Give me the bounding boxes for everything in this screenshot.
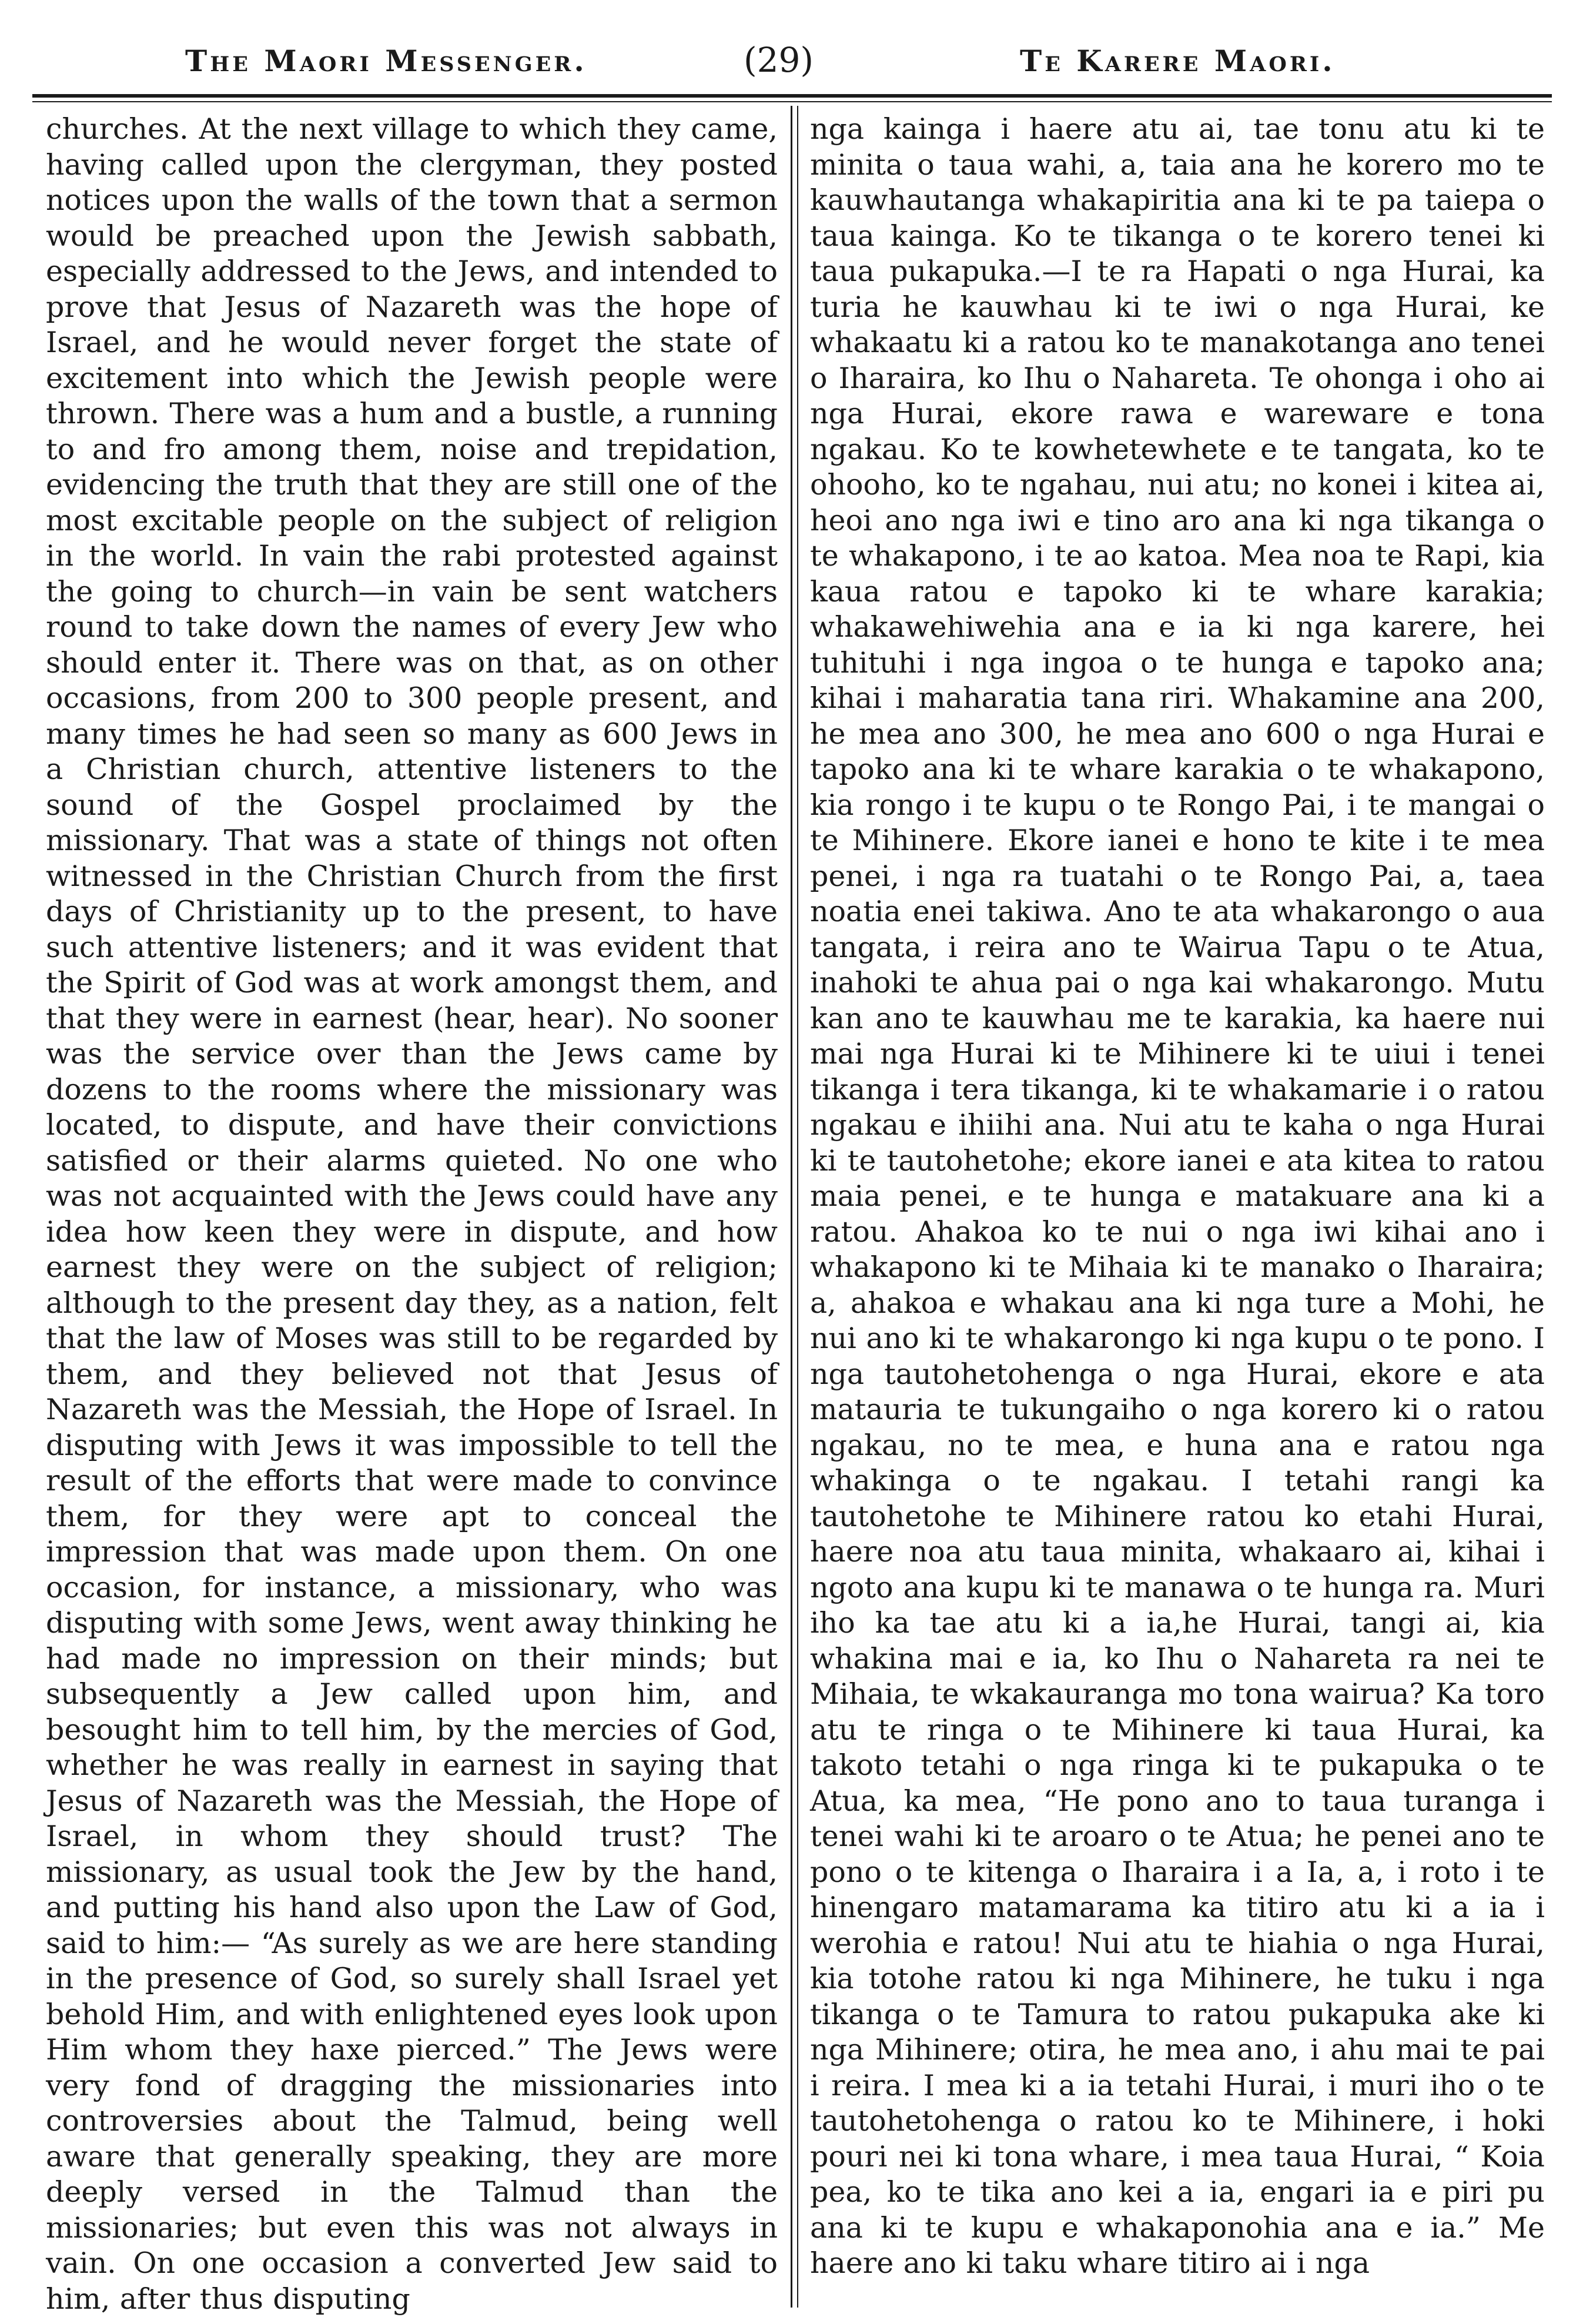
maori-masthead: Te Karere Maori. bbox=[1020, 44, 1336, 78]
page-header bbox=[0, 35, 1583, 88]
maori-column bbox=[810, 112, 1545, 2282]
column-divider-thin bbox=[797, 106, 798, 2308]
maori-text: nga kainga i haere atu ai, tae tonu atu ki te minita o taua wahi, a, taia ana he korero mo te kauwhautanga whakapiritia ana ki te pa taiepa o taua kainga. Ko te tikanga o te korero tenei ki taua pukapuka.—I te ra Hapati o nga Hurai, ka turia he kauwhau ki te iwi o nga Hurai, ke whakaatu ki a ratou ko te manakotanga ano tenei o Iharaira, ko Ihu o Nahareta. Te ohonga i oho ai nga Hurai, ekore rawa e wareware e tona ngakau. Ko te kowhetewhete e te tangata, ko te ohooho, ko te ngahau, nui atu; no konei i kitea ai, heoi ano nga iwi e tino aro ana ki nga tikanga o te whakapono, i te ao katoa. Mea noa te Rapi, kia kaua ratou e tapoko ki te whare karakia; whakawehiwehia ana e ia ki nga karere, hei tuhituhi i nga ingoa o te hunga e tapoko ana; kihai i maharatia tana riri. Whakamine ana 200, he mea ano 300, he mea ano 600 o nga Hurai e tapoko ana ki te whare karakia o te whakapono, kia rongo i te kupu o te Rongo Pai, i te mangai o te Mihinere. Ekore ianei e hono te kite i te mea penei, i nga ra tuatahi o te Rongo Pai, a, taea noatia enei takiwa. Ano te ata whakarongo o aua tangata, i reira ano te Wairua Tapu o te Atua, inahoki te ahua pai o nga kai whakarongo. Mutu kan ano te kauwhau me te karakia, ka haere nui mai nga Hurai ki te Mihinere ki te uiui i tenei tikanga i tera tikanga, ki te whakamarie i o ratou ngakau e ihiihi ana. Nui atu te kaha o nga Hurai ki te tautohetohe; ekore ianei e ata kitea to ratou maia penei, e te hunga e matakuare ana ki a ratou. Ahakoa ko te nui o nga iwi kihai ano i whakapono ki te Mihaia ki te manako o Iharaira; a, ahakoa e whakau ana ki nga ture a Mohi, he nui ano ki te whakarongo ki nga kupu o te pono. I nga tautohetohenga o nga Hurai, ekore e ata matauria te tukungaiho o nga korero ki o ratou ngakau, no te mea, e huna ana e ratou nga whakinga o te ngakau. I tetahi rangi ka tautohetohe te Mihinere ratou ko etahi Hurai, haere noa atu taua minita, whakaaro ai, kihai i ngoto ana kupu ki te manawa o te hunga ra. Muri iho ka tae atu ki a ia,he Hurai, tangi ai, kia whakina mai e ia, ko Ihu o Nahareta ra nei te Mihaia, te wkakauranga mo tona wairua? Ka toro atu te ringa o te Mihinere ki taua Hurai, ka takoto tetahi o nga ringa ki te pukapuka o te Atua, ka mea, “He pono ano to taua turanga i tenei wahi ki te aroaro o te Atua; he penei ano te pono o te kitenga o Iharaira i a Ia, a, i roto i te hinengaro matamarama ka titiro atu ki a ia i werohia e ratou! Nui atu te hiahia o nga Hurai, kia totohe ratou ki nga Mihinere, he tuku i nga tikanga o te Tamura to ratou pukapuka ake ki nga Mihinere; otira, he mea ano, i ahu mai te pai i reira. I mea ki a ia tetahi Hurai, i muri iho o te tautohetohenga o ratou ko te Mihinere, i hoki pouri nei ki tona whare, i mea taua Hurai, “ Koia pea, ko te tika ano kei a ia, engari ia e piri pu ana ki te kupu e whakaponohia ana e ia.” Me haere ano ki taku whare titiro ai i nga bbox=[810, 112, 1545, 2280]
header-rule bbox=[32, 94, 1552, 98]
english-text: churches. At the next village to which they came, having called upon the clergyman, they posted notices upon the walls of the town that a sermon would be preached upon the Jewish sabbath, especially addressed to the Jews, and intended to prove that Jesus of Nazareth was the hope of Israel, and he would never forget the state of excitement into which the Jewish people were thrown. There was a hum and a bustle, a running to and fro among them, noise and trepidation, evidencing the truth that they are still one of the most excitable people on the subject of religion in the world. In vain the rabi protested against the going to church—in vain be sent watchers round to take down the names of every Jew who should enter it. There was on that, as on other occasions, from 200 to 300 people present, and many times he had seen so many as 600 Jews in a Christian church, attentive listeners to the sound of the Gospel proclaimed by the missionary. That was a state of things not often witnessed in the Christian Church from the first days of Christianity up to the present, to have such attentive listeners; and it was evident that the Spirit of God was at work amongst them, and that they were in earnest (hear, hear). No sooner was the service over than the Jews came by dozens to the rooms where the missionary was located, to dispute, and have their convictions satisfied or their alarms quieted. No one who was not acquainted with the Jews could have any idea how keen they were in dispute, and how earnest they were on the subject of religion; although to the present day they, as a nation, felt that the law of Moses was still to be regarded by them, and they believed not that Jesus of Nazareth was the Messiah, the Hope of Israel. In disputing with Jews it was impossible to tell the result of the efforts that were made to convince them, for they were apt to conceal the impression that was made upon them. On one occasion, for instance, a missionary, who was disputing with some Jews, went away thinking he had made no impression on their minds; but subsequently a Jew called upon him, and besought him to tell him, by the mercies of God, whether he was really in earnest in saying that Jesus of Nazareth was the Messiah, the Hope of Israel, in whom they should trust? The missionary, as usual took the Jew by the hand, and putting his hand also upon the Law of God, said to him:— “As surely as we are here standing in the presence of God, so surely shall Israel yet behold Him, and with enlightened eyes look upon Him whom they haxe pierced.” The Jews were very fond of dragging the missionaries into controversies about the Talmud, being well aware that generally speaking, they are more deeply versed in the Talmud than the missionaries; but even this was not always in vain. On one occasion a converted Jew said to him, after thus disputing bbox=[46, 112, 778, 2316]
page-number: (29) bbox=[744, 40, 814, 80]
english-column bbox=[46, 112, 778, 2317]
header-rule-thin bbox=[32, 101, 1552, 102]
english-masthead: The Maori Messenger. bbox=[185, 44, 587, 78]
column-divider bbox=[791, 106, 792, 2308]
